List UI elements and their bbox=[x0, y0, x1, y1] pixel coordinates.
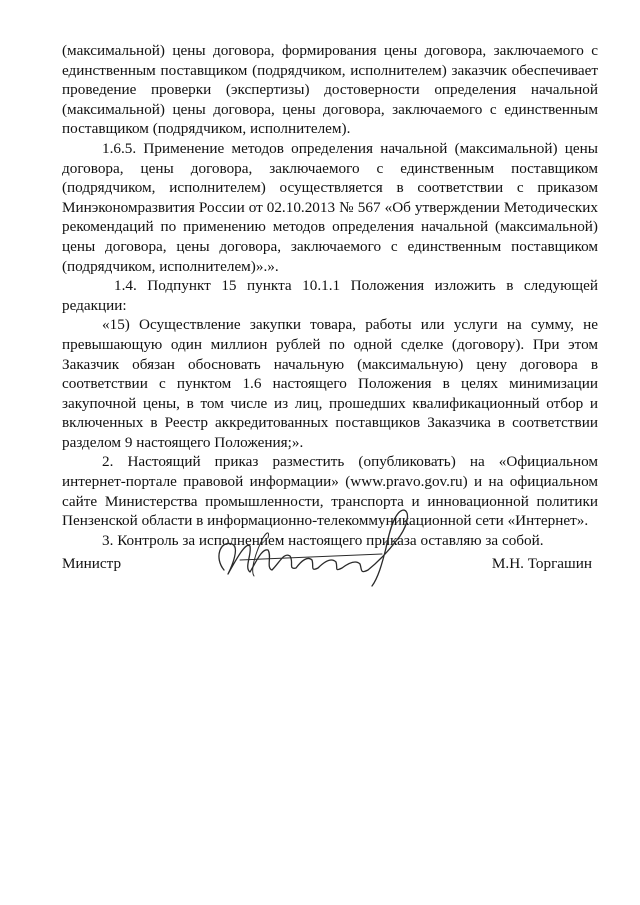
signatory-position: Министр bbox=[62, 555, 122, 572]
paragraph-1-4: 1.4. Подпункт 15 пункта 10.1.1 Положения изложить в следующей редакции: bbox=[62, 277, 598, 314]
paragraph-2: 2. Настоящий приказ разместить (опубликовать) на «Официальном интернет-портале правовой информации» (www.pravo.gov.ru) и на официальном сайте Министерства промышленности, транспорта и инновационной политики Пензенской области в информационно-телекоммуникационной сети «Интернет». bbox=[62, 453, 598, 530]
paragraph-1-6-5: 1.6.5. Применение методов определения начальной (максимальной) цены договора, цены договора, заключаемого с единственным поставщиком (подрядчиком, исполнителем) осуществляется в соответствии с приказом Минэкономразвития России от 02.10.2013 № 567 «Об утверждении Методических рекомендаций по применению методов определения начальной (максимальной) цены договора, цены договора, заключаемого с единственным поставщиком (подрядчиком, исполнителем)».». bbox=[62, 139, 598, 275]
paragraph-3: 3. Контроль за исполнением настоящего приказа оставляю за собой. bbox=[102, 531, 544, 549]
paragraph-subpoint-15: «15) Осуществление закупки товара, работы или услуги на сумму, не превышающую один миллион рублей по одной сделке (договору). При этом Заказчик обязан обосновать начальную (максимальную) цену договора в соответствии с пунктом 1.6 настоящего Положения в целях минимизации закупочной цены, в том числе из лиц, прошедших квалификационный отбор и включенных в Реестр аккредитованных поставщиков Заказчика в соответствии разделом 9 настоящего Положения;». bbox=[62, 316, 598, 451]
document-body bbox=[62, 41, 598, 550]
signature-row bbox=[62, 554, 592, 578]
paragraph-continuation: (максимальной) цены договора, формирования цены договора, заключаемого с единственным поставщиком (подрядчиком, исполнителем) заказчик обеспечивает проведение проверки (экспертизы) достоверности определения начальной (максимальной) цены договора, цены договора, заключаемого с единственным поставщиком (подрядчиком, исполнителем). bbox=[62, 42, 598, 138]
signatory-name: М.Н. Торгашин bbox=[491, 555, 592, 572]
